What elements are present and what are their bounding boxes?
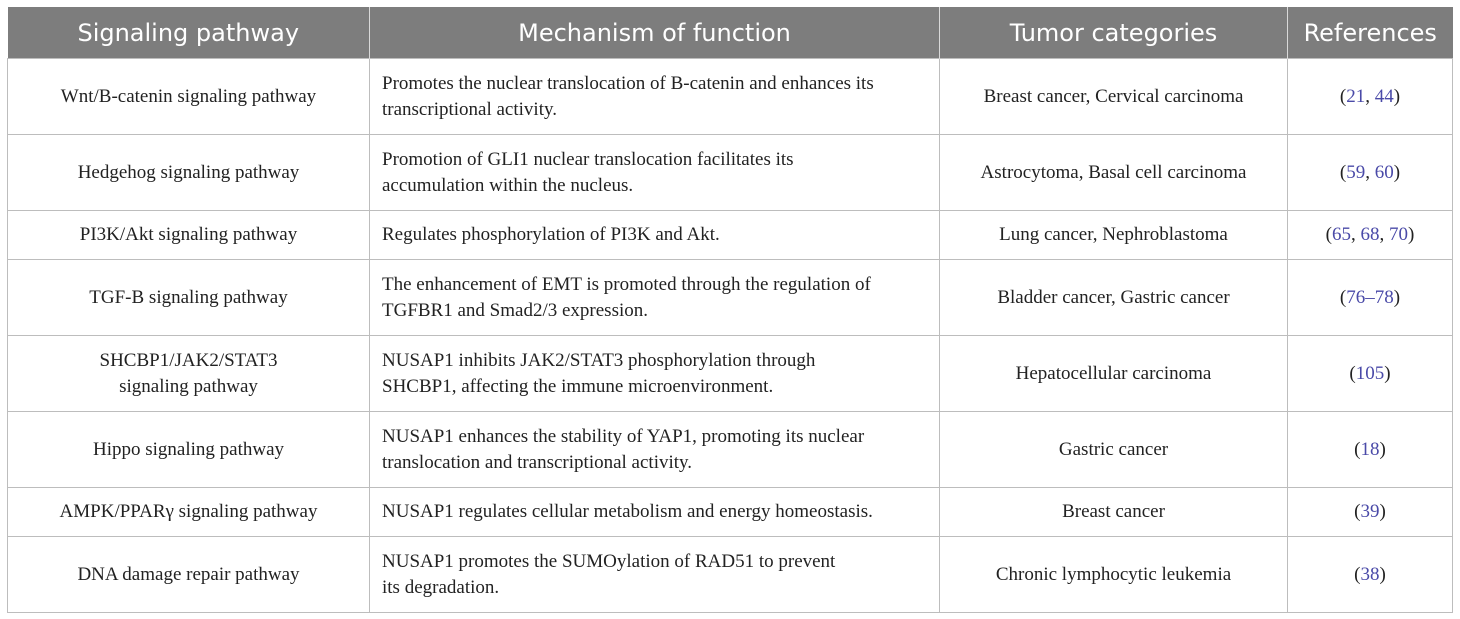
references-cell: (39)	[1288, 488, 1453, 537]
pathway-cell	[8, 135, 370, 211]
reference-link[interactable]: 44	[1374, 85, 1394, 107]
pathway-cell	[8, 537, 370, 613]
mechanism-cell-line: translocation and transcriptional activity.	[382, 451, 693, 473]
table-container	[7, 7, 1452, 613]
reference-link[interactable]: 59	[1346, 161, 1366, 183]
pathway-cell	[8, 412, 370, 488]
table-row	[8, 488, 1453, 537]
tumor-cell: Hepatocellular carcinoma	[940, 336, 1288, 412]
mechanism-cell-line: The enhancement of EMT is promoted through the regulation of	[382, 273, 871, 295]
signaling-pathway-table	[7, 7, 1453, 613]
mechanism-cell	[370, 260, 940, 336]
mechanism-cell	[370, 537, 940, 613]
mechanism-cell-line: Promotes the nuclear translocation of B-catenin and enhances its	[382, 72, 874, 94]
reference-link[interactable]: 21	[1346, 85, 1366, 107]
mechanism-cell-line: Promotion of GLI1 nuclear translocation facilitates its	[382, 148, 794, 170]
tumor-cell: Chronic lymphocytic leukemia	[940, 537, 1288, 613]
pathway-cell	[8, 59, 370, 135]
references-cell: (105)	[1288, 336, 1453, 412]
reference-link[interactable]: 70	[1389, 224, 1408, 245]
references-cell: (21, 44)	[1288, 59, 1453, 135]
header-mechanism-of-function: Mechanism of function	[370, 7, 940, 59]
mechanism-cell-line: transcriptional activity.	[382, 98, 557, 120]
pathway-cell-line: Hedgehog signaling pathway	[77, 161, 300, 183]
references-cell: (59, 60)	[1288, 135, 1453, 211]
references-cell: (76–78)	[1288, 260, 1453, 336]
mechanism-cell	[370, 488, 940, 537]
mechanism-cell-line: TGFBR1 and Smad2/3 expression.	[382, 299, 648, 321]
pathway-cell	[8, 211, 370, 260]
table-header	[8, 7, 1453, 59]
table-row	[8, 412, 1453, 488]
pathway-cell	[8, 260, 370, 336]
reference-link[interactable]: 38	[1360, 563, 1380, 585]
header-tumor-categories: Tumor categories	[940, 7, 1288, 59]
references-cell: (65, 68, 70)	[1288, 211, 1453, 260]
mechanism-cell-line: NUSAP1 regulates cellular metabolism and energy homeostasis.	[382, 501, 873, 522]
mechanism-cell-line: accumulation within the nucleus.	[382, 174, 634, 196]
table-row	[8, 336, 1453, 412]
mechanism-cell-line: SHCBP1, affecting the immune microenvironment.	[382, 375, 774, 397]
pathway-cell	[8, 488, 370, 537]
header-row	[8, 7, 1453, 59]
reference-link[interactable]: 105	[1355, 362, 1385, 384]
table-row	[8, 59, 1453, 135]
pathway-cell	[8, 336, 370, 412]
mechanism-cell	[370, 412, 940, 488]
mechanism-cell	[370, 336, 940, 412]
reference-link[interactable]: 65	[1332, 224, 1351, 245]
mechanism-cell-line: Regulates phosphorylation of PI3K and Akt.	[382, 224, 720, 245]
mechanism-cell	[370, 211, 940, 260]
reference-link[interactable]: 18	[1360, 438, 1380, 460]
tumor-cell: Breast cancer, Cervical carcinoma	[940, 59, 1288, 135]
mechanism-cell	[370, 135, 940, 211]
reference-link[interactable]: 68	[1360, 224, 1380, 245]
pathway-cell-line: SHCBP1/JAK2/STAT3	[99, 349, 278, 371]
pathway-cell-line: Wnt/B-catenin signaling pathway	[60, 85, 317, 107]
tumor-cell: Bladder cancer, Gastric cancer	[940, 260, 1288, 336]
header-signaling-pathway: Signaling pathway	[8, 7, 370, 59]
table-row	[8, 211, 1453, 260]
pathway-cell-line: AMPK/PPARγ signaling pathway	[59, 501, 318, 522]
reference-link[interactable]: 76–78	[1346, 286, 1394, 308]
tumor-cell: Astrocytoma, Basal cell carcinoma	[940, 135, 1288, 211]
mechanism-cell-line: its degradation.	[382, 576, 500, 598]
table-row	[8, 537, 1453, 613]
pathway-cell-line: TGF-B signaling pathway	[89, 286, 288, 308]
reference-link[interactable]: 39	[1360, 501, 1380, 522]
reference-link[interactable]: 60	[1374, 161, 1394, 183]
table-row	[8, 260, 1453, 336]
tumor-cell: Breast cancer	[940, 488, 1288, 537]
mechanism-cell	[370, 59, 940, 135]
pathway-cell-line: signaling pathway	[119, 375, 258, 397]
table-body	[8, 59, 1453, 613]
references-cell: (38)	[1288, 537, 1453, 613]
table-row	[8, 135, 1453, 211]
pathway-cell-line: DNA damage repair pathway	[77, 563, 300, 585]
mechanism-cell-line: NUSAP1 promotes the SUMOylation of RAD51 to prevent	[382, 550, 836, 572]
pathway-cell-line: PI3K/Akt signaling pathway	[79, 224, 298, 245]
pathway-cell-line: Hippo signaling pathway	[92, 438, 285, 460]
mechanism-cell-line: NUSAP1 enhances the stability of YAP1, promoting its nuclear	[382, 425, 865, 447]
mechanism-cell-line: NUSAP1 inhibits JAK2/STAT3 phosphorylation through	[382, 349, 816, 371]
header-references: References	[1288, 7, 1453, 59]
references-cell: (18)	[1288, 412, 1453, 488]
tumor-cell: Lung cancer, Nephroblastoma	[940, 211, 1288, 260]
tumor-cell: Gastric cancer	[940, 412, 1288, 488]
